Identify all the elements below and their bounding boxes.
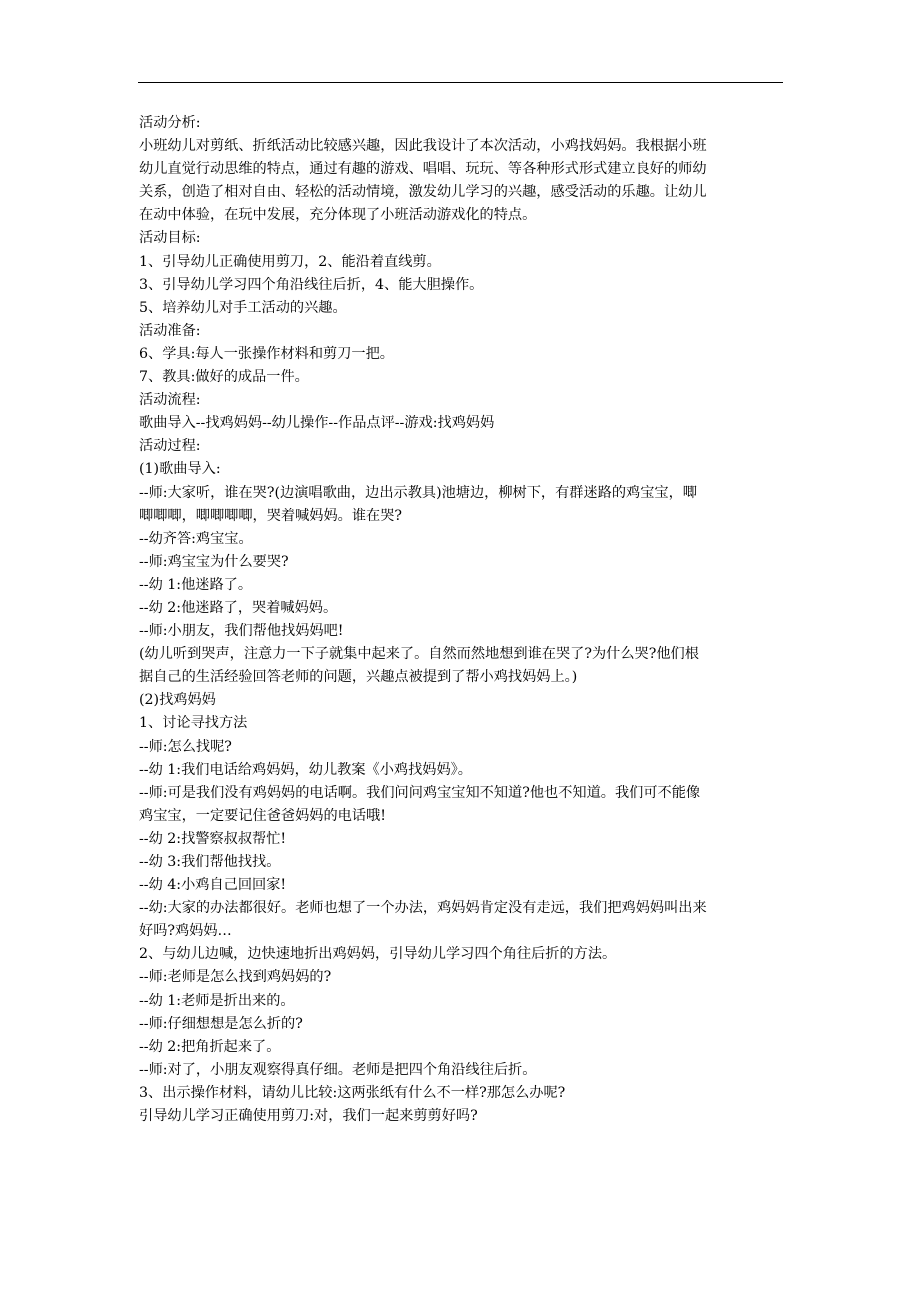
list-item: 3、出示操作材料，请幼儿比较:这两张纸有什么不一样?那怎么办呢? [139,1084,566,1101]
dialogue-line: --师:大家听，谁在哭?(边演唱歌曲，边出示教具)池塘边，柳树下，有群迷路的鸡宝宝，唧 [139,484,697,501]
section-heading-goals: 活动目标: [139,230,201,247]
dialogue-line: 唧唧唧，唧唧唧唧，哭着喊妈妈。谁在哭? [139,507,402,524]
dialogue-line: --幼 2:他迷路了，哭着喊妈妈。 [139,599,338,616]
dialogue-line: --幼 3:我们帮他找找。 [139,854,281,870]
dialogue-line: --幼:大家的办法都很好。老师也想了一个办法，鸡妈妈肯定没有走远，我们把鸡妈妈叫出来 [139,900,707,917]
list-item: 1、引导幼儿正确使用剪刀，2、能沿着直线剪。 [139,253,441,270]
subsection-heading: (2)找鸡妈妈 [139,692,216,709]
paragraph-line: 小班幼儿对剪纸、折纸活动比较感兴趣，因此我设计了本次活动，小鸡找妈妈。我根据小班 [139,138,707,155]
list-item: 2、与幼儿边喊，边快速地折出鸡妈妈，引导幼儿学习四个角往后折的方法。 [139,946,617,963]
dialogue-line: 鸡宝宝，一定要记住爸爸妈妈的电话哦! [139,807,386,824]
paragraph-line: 在动中体验，在玩中发展，充分体现了小班活动游戏化的特点。 [139,207,537,224]
section-heading-preparation: 活动准备: [139,322,201,339]
list-item: 3、引导幼儿学习四个角沿线往后折，4、能大胆操作。 [139,276,484,293]
list-item: 6、学具:每人一张操作材料和剪刀一把。 [139,345,394,362]
dialogue-line: 好吗?鸡妈妈… [139,923,232,940]
dialogue-line: --幼 1:他迷路了。 [139,576,253,593]
dialogue-line: --幼 2:找警察叔叔帮忙! [139,830,287,847]
dialogue-line: --师:仔细想想是怎么折的? [139,1015,303,1032]
dialogue-line: --幼 1:我们电话给鸡妈妈，幼儿教案《小鸡找妈妈》。 [139,761,472,778]
list-item: 7、教具:做好的成品一件。 [139,369,309,386]
dialogue-line: --师:怎么找呢? [139,738,232,755]
paragraph-line: 据自己的生活经验回答老师的问题，兴趣点被提到了帮小鸡找妈妈上。) [139,669,578,686]
list-item: 1、讨论寻找方法 [139,715,248,732]
paragraph-line: (幼儿听到哭声，注意力一下子就集中起来了。自然而然地想到谁在哭了?为什么哭?他们根 [139,646,699,663]
section-heading-flow: 活动流程: [139,392,201,409]
paragraph-line: 关系，创造了相对自由、轻松的活动情境，激发幼儿学习的兴趣，感受活动的乐趣。让幼儿 [139,184,707,201]
section-heading-process: 活动过程: [139,438,201,455]
dialogue-line: --师:小朋友，我们帮他找妈妈吧! [139,623,344,640]
paragraph-line: 歌曲导入--找鸡妈妈--幼儿操作--作品点评--游戏:找鸡妈妈 [139,415,495,432]
list-item: 5、培养幼儿对手工活动的兴趣。 [139,299,347,316]
document-body [139,112,785,1128]
dialogue-line: --师:老师是怎么找到鸡妈妈的? [139,969,332,986]
dialogue-line: --幼齐答:鸡宝宝。 [139,530,253,547]
header-rule [138,82,783,83]
dialogue-line: --师:对了，小朋友观察得真仔细。老师是把四个角沿线往后折。 [139,1061,537,1078]
dialogue-line: --师:可是我们没有鸡妈妈的电话啊。我们问问鸡宝宝知不知道?他也不知道。我们可不能像 [139,784,701,801]
dialogue-line: --幼 4:小鸡自己回回家! [139,877,287,894]
paragraph-line: 引导幼儿学习正确使用剪刀:对，我们一起来剪剪好吗? [139,1108,478,1125]
paragraph-line: 幼儿直觉行动思维的特点，通过有趣的游戏、唱唱、玩玩、等各种形式形式建立良好的师幼 [139,161,707,178]
dialogue-line: --师:鸡宝宝为什么要哭? [139,553,289,570]
dialogue-line: --幼 1:老师是折出来的。 [139,992,295,1009]
subsection-heading: (1)歌曲导入: [139,461,221,478]
dialogue-line: --幼 2:把角折起来了。 [139,1038,281,1055]
section-heading-analysis: 活动分析: [139,115,201,131]
